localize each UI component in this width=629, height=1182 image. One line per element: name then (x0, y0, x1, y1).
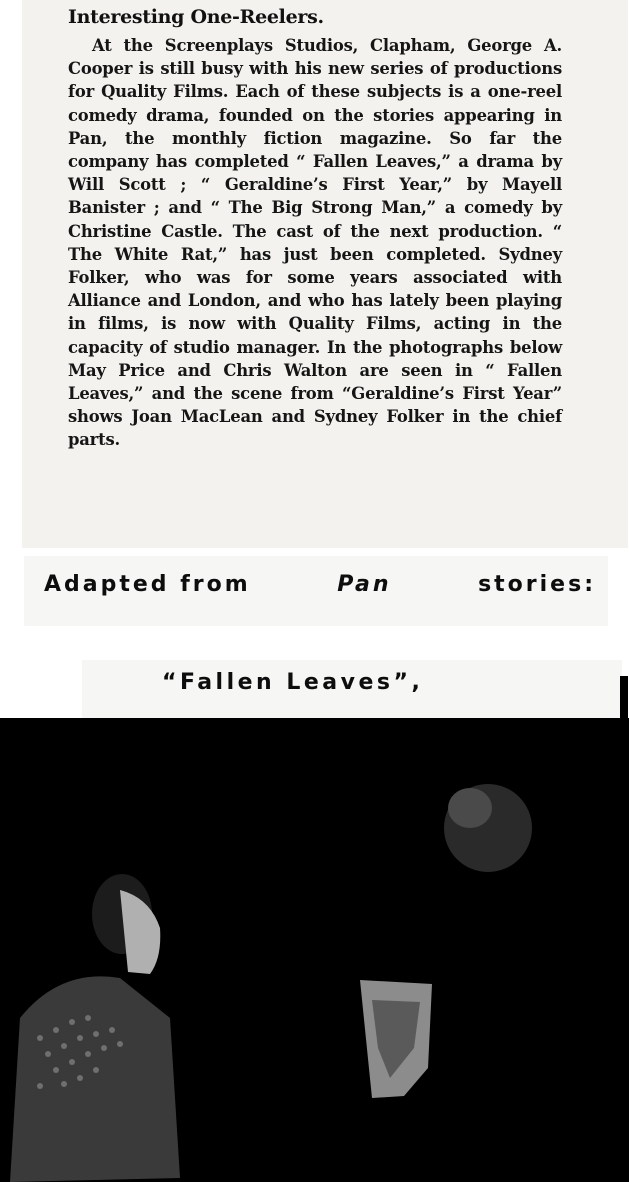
film-still-image (0, 718, 629, 1182)
article-body-text: At the Screenplays Studios, Clapham, George A. Cooper is still busy with his new series of productions for Quality Films. Each of these subjects is a one-reel comedy drama, founded on the stories appearing in Pan, the monthly fiction magazine. So far the company has completed “ Fallen Leaves,” a drama by Will Scott ; “ Geraldine’s First Year,” by Mayell Banister ; and “ The Big Strong Man,” a comedy by Christine Castle. The cast of the next production. “ The White Rat,” has just been completed. Sydney Folker, who was for some years associated with Alliance and London, and who has lately been playing in films, is now with Quality Films, acting in the capacity of studio manager. In the photographs below May Price and Chris Walton are seen in “ Fallen Leaves,” and the scene from “Geraldine’s First Year” shows Joan MacLean and Sydney Folker in the chief parts. (68, 36, 562, 450)
article-body (68, 34, 562, 452)
article-headline: Interesting One-Reelers. (68, 6, 324, 28)
photo-frame-edge (620, 676, 628, 720)
photo-title: “Fallen Leaves”, (162, 670, 424, 695)
film-still-photo (0, 718, 629, 1182)
adapted-caption (44, 572, 596, 597)
adapted-caption-prefix: Adapted from (44, 572, 251, 597)
adapted-caption-suffix: stories: (478, 572, 596, 597)
adapted-caption-magazine: Pan (337, 572, 392, 597)
